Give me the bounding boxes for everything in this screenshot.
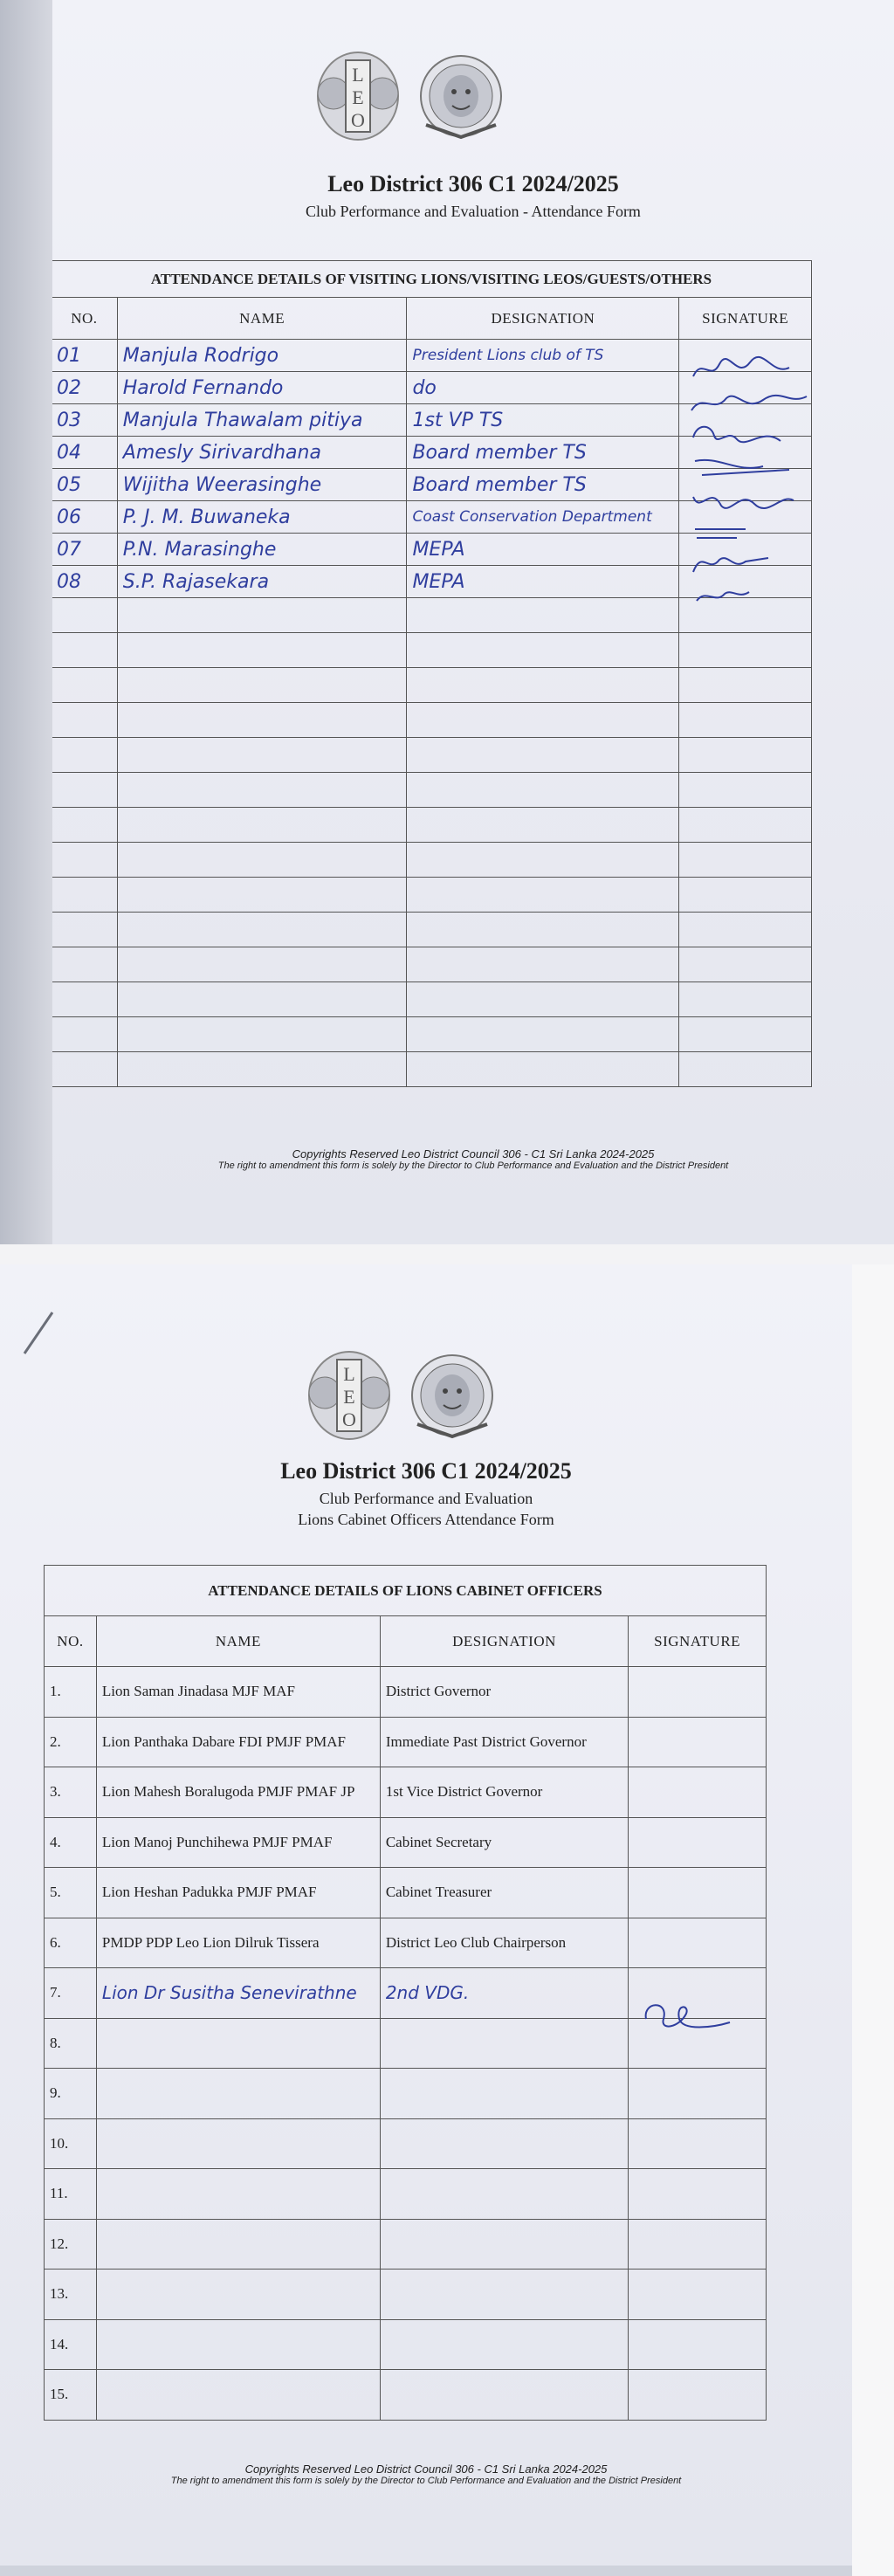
table-header-row [52, 298, 812, 340]
empty-cell [117, 703, 407, 738]
table-row-empty [52, 668, 812, 703]
column-header-designation: DESIGNATION [380, 1616, 628, 1667]
officer-designation [380, 2319, 628, 2370]
empty-cell [679, 843, 812, 878]
empty-cell [679, 913, 812, 947]
logo-group [306, 1347, 496, 1443]
column-header-designation: DESIGNATION [407, 298, 679, 340]
page-title: Leo District 306 C1 2024/2025 [327, 171, 619, 196]
empty-cell [52, 878, 117, 913]
column-header-no: NO. [52, 298, 117, 340]
row-number: 8. [45, 2018, 97, 2069]
page-footer [0, 2462, 852, 2486]
officer-designation [380, 2219, 628, 2269]
table-row [45, 1868, 767, 1918]
empty-cell [117, 843, 407, 878]
empty-cell [52, 808, 117, 843]
table-row [45, 2269, 767, 2320]
page-subtitle: Club Performance and Evaluation - Attendance Form [306, 203, 641, 220]
empty-cell [117, 808, 407, 843]
table-row-empty [52, 773, 812, 808]
page-title: Leo District 306 C1 2024/2025 [280, 1458, 572, 1484]
table-row-empty [52, 913, 812, 947]
empty-cell [52, 633, 117, 668]
officer-name [96, 2370, 380, 2421]
row-number: 5. [45, 1868, 97, 1918]
signature-cell [629, 2169, 767, 2220]
empty-cell [407, 773, 679, 808]
officer-designation: District Governor [380, 1667, 628, 1718]
attendee-designation: Board member TS [407, 469, 679, 501]
table-row [45, 1918, 767, 1968]
table-row [45, 1817, 767, 1868]
attendee-designation: do [407, 372, 679, 404]
signature-cell [629, 1868, 767, 1918]
officer-name: Lion Saman Jinadasa MJF MAF [96, 1667, 380, 1718]
row-number: 1. [45, 1667, 97, 1718]
empty-cell [679, 703, 812, 738]
officer-name [96, 2319, 380, 2370]
cabinet-officers-attendance-table [44, 1565, 767, 2421]
empty-cell [679, 808, 812, 843]
empty-cell [679, 738, 812, 773]
row-number: 08 [52, 566, 117, 598]
logo-group [314, 48, 505, 144]
signature-cell [629, 1968, 767, 2019]
row-number: 02 [52, 372, 117, 404]
officer-designation [380, 2118, 628, 2169]
lion-crest-logo-icon [409, 1347, 496, 1443]
svg-text:E: E [352, 86, 364, 108]
row-number: 15. [45, 2370, 97, 2421]
table-row [45, 2118, 767, 2169]
table-row [45, 1767, 767, 1818]
page-footer [52, 1147, 894, 1171]
table-row-empty [52, 703, 812, 738]
page-subtitle: Club Performance and Evaluation [319, 1490, 533, 1507]
signature-cell [629, 1667, 767, 1718]
officer-name: Lion Mahesh Boralugoda PMJF PMAF JP [96, 1767, 380, 1818]
officer-designation [380, 2069, 628, 2119]
svg-text:O: O [342, 1409, 356, 1430]
table-row-empty [52, 982, 812, 1017]
signature-cell [629, 1918, 767, 1968]
attendee-name: Manjula Rodrigo [117, 340, 407, 372]
empty-cell [52, 668, 117, 703]
signature-cell [629, 1717, 767, 1767]
empty-cell [52, 738, 117, 773]
attendee-designation: President Lions club of TS [407, 340, 679, 372]
attendee-name: Amesly Sirivardhana [117, 437, 407, 469]
row-number: 01 [52, 340, 117, 372]
column-header-name: NAME [96, 1616, 380, 1667]
empty-cell [117, 878, 407, 913]
officer-name [96, 2069, 380, 2119]
officer-name [96, 2118, 380, 2169]
empty-cell [679, 1017, 812, 1052]
officer-name [96, 2018, 380, 2069]
lion-crest-logo-icon [417, 48, 505, 144]
empty-cell [52, 1017, 117, 1052]
empty-cell [679, 1052, 812, 1087]
empty-cell [52, 913, 117, 947]
amendment-text: The right to amendment this form is solely by the Director to Club Performance and Evaluation and the District President [217, 1161, 729, 1171]
column-header-signature: SIGNATURE [629, 1616, 767, 1667]
svg-text:L: L [352, 64, 364, 86]
row-number: 11. [45, 2169, 97, 2220]
officer-designation [380, 2018, 628, 2069]
empty-cell [52, 773, 117, 808]
officer-name [96, 2219, 380, 2269]
signature-cell [629, 1817, 767, 1868]
empty-cell [679, 878, 812, 913]
empty-cell [117, 1052, 407, 1087]
table-row [45, 2069, 767, 2119]
empty-cell [52, 947, 117, 982]
row-number: 2. [45, 1717, 97, 1767]
pen-stroke-mark [17, 1308, 61, 1360]
empty-cell [679, 773, 812, 808]
officer-name: Lion Dr Susitha Senevirathne [96, 1968, 380, 2019]
row-number: 07 [52, 534, 117, 566]
attendee-designation: MEPA [407, 534, 679, 566]
empty-cell [117, 633, 407, 668]
empty-cell [52, 703, 117, 738]
table-row-empty [52, 633, 812, 668]
empty-cell [407, 947, 679, 982]
empty-cell [117, 982, 407, 1017]
empty-cell [679, 947, 812, 982]
leo-logo-icon [314, 48, 402, 144]
signature-cell [629, 2269, 767, 2320]
row-number: 7. [45, 1968, 97, 2019]
signature-cell [629, 2069, 767, 2119]
table-row [52, 340, 812, 372]
page-gap [0, 1244, 894, 1264]
row-number: 4. [45, 1817, 97, 1868]
empty-cell [407, 633, 679, 668]
officer-name: Lion Manoj Punchihewa PMJF PMAF [96, 1817, 380, 1868]
svg-text:O: O [351, 109, 365, 131]
table-header-row [45, 1616, 767, 1667]
attendee-designation: 1st VP TS [407, 404, 679, 437]
empty-cell [407, 703, 679, 738]
table-row-empty [52, 878, 812, 913]
page-subtitle-form: Lions Cabinet Officers Attendance Form [298, 1511, 554, 1528]
column-header-signature: SIGNATURE [679, 298, 812, 340]
empty-cell [117, 913, 407, 947]
signature-cell [629, 2219, 767, 2269]
officer-designation [380, 2269, 628, 2320]
empty-cell [117, 947, 407, 982]
leo-logo-icon [306, 1347, 393, 1443]
attendee-name: P.N. Marasinghe [117, 534, 407, 566]
attendee-name: Wijitha Weerasinghe [117, 469, 407, 501]
attendee-designation: Coast Conservation Department [407, 501, 679, 534]
empty-cell [407, 808, 679, 843]
photo-shadow-edge [0, 0, 52, 1244]
officer-name: Lion Heshan Padukka PMJF PMAF [96, 1868, 380, 1918]
empty-cell [52, 598, 117, 633]
attendee-name: S.P. Rajasekara [117, 566, 407, 598]
visitor-attendance-table [52, 260, 812, 1087]
table-row-empty [52, 1052, 812, 1087]
column-header-name: NAME [117, 298, 407, 340]
officer-designation: 2nd VDG. [380, 1968, 628, 2019]
empty-cell [407, 913, 679, 947]
row-number: 14. [45, 2319, 97, 2370]
empty-cell [407, 982, 679, 1017]
empty-cell [407, 1052, 679, 1087]
officer-designation: Cabinet Treasurer [380, 1868, 628, 1918]
row-number: 03 [52, 404, 117, 437]
empty-cell [117, 738, 407, 773]
row-number: 04 [52, 437, 117, 469]
table-row [45, 2319, 767, 2370]
officer-name [96, 2269, 380, 2320]
table-row [45, 1968, 767, 2019]
empty-cell [117, 668, 407, 703]
empty-cell [407, 878, 679, 913]
row-number: 12. [45, 2219, 97, 2269]
attendance-form-page-1 [52, 0, 894, 1244]
table-row [45, 1717, 767, 1767]
officer-name [96, 2169, 380, 2220]
attendee-name: P. J. M. Buwaneka [117, 501, 407, 534]
officer-designation: Cabinet Secretary [380, 1817, 628, 1868]
row-number: 10. [45, 2118, 97, 2169]
svg-text:L: L [343, 1363, 355, 1385]
column-header-no: NO. [45, 1616, 97, 1667]
empty-cell [407, 598, 679, 633]
table-row [45, 1667, 767, 1718]
background-edge-bottom [0, 2566, 852, 2576]
attendee-designation: MEPA [407, 566, 679, 598]
empty-cell [679, 668, 812, 703]
empty-cell [117, 1017, 407, 1052]
attendance-form-page-2 [0, 1264, 852, 2566]
officer-name: PMDP PDP Leo Lion Dilruk Tissera [96, 1918, 380, 1968]
attendee-designation: Board member TS [407, 437, 679, 469]
table-row-empty [52, 738, 812, 773]
signature-cell [629, 2370, 767, 2421]
copyright-text: Copyrights Reserved Leo District Council 306 - C1 Sri Lanka 2024-2025 [244, 2462, 608, 2476]
table-row-empty [52, 808, 812, 843]
empty-cell [679, 982, 812, 1017]
officer-name: Lion Panthaka Dabare FDI PMJF PMAF [96, 1717, 380, 1767]
row-number: 9. [45, 2069, 97, 2119]
table-row-empty [52, 843, 812, 878]
empty-cell [117, 598, 407, 633]
table-row-empty [52, 1017, 812, 1052]
empty-cell [52, 982, 117, 1017]
empty-cell [52, 843, 117, 878]
table-row-empty [52, 947, 812, 982]
table-heading: ATTENDANCE DETAILS OF VISITING LIONS/VISITING LEOS/GUESTS/OTHERS [52, 261, 812, 298]
signature-cell [629, 2118, 767, 2169]
background-edge [852, 1264, 894, 2576]
empty-cell [407, 843, 679, 878]
row-number: 6. [45, 1918, 97, 1968]
amendment-text: The right to amendment this form is solely by the Director to Club Performance and Evaluation and the District President [170, 2476, 682, 2486]
empty-cell [407, 1017, 679, 1052]
empty-cell [117, 773, 407, 808]
svg-text:E: E [343, 1386, 355, 1408]
empty-cell [52, 1052, 117, 1087]
signature-cell [629, 2319, 767, 2370]
attendee-name: Harold Fernando [117, 372, 407, 404]
empty-cell [407, 668, 679, 703]
signature-cell [629, 1767, 767, 1818]
table-row [45, 2219, 767, 2269]
copyright-text: Copyrights Reserved Leo District Council 306 - C1 Sri Lanka 2024-2025 [292, 1147, 655, 1161]
table-row [45, 2169, 767, 2220]
row-number: 3. [45, 1767, 97, 1818]
attendee-name: Manjula Thawalam pitiya [117, 404, 407, 437]
empty-cell [679, 633, 812, 668]
row-number: 05 [52, 469, 117, 501]
signature-cell [679, 340, 812, 372]
row-number: 13. [45, 2269, 97, 2320]
table-row [45, 2370, 767, 2421]
empty-cell [407, 738, 679, 773]
officer-designation: District Leo Club Chairperson [380, 1918, 628, 1968]
table-heading: ATTENDANCE DETAILS OF LIONS CABINET OFFICERS [45, 1566, 767, 1616]
officer-designation: Immediate Past District Governor [380, 1717, 628, 1767]
row-number: 06 [52, 501, 117, 534]
officer-designation [380, 2370, 628, 2421]
officer-designation: 1st Vice District Governor [380, 1767, 628, 1818]
officer-designation [380, 2169, 628, 2220]
